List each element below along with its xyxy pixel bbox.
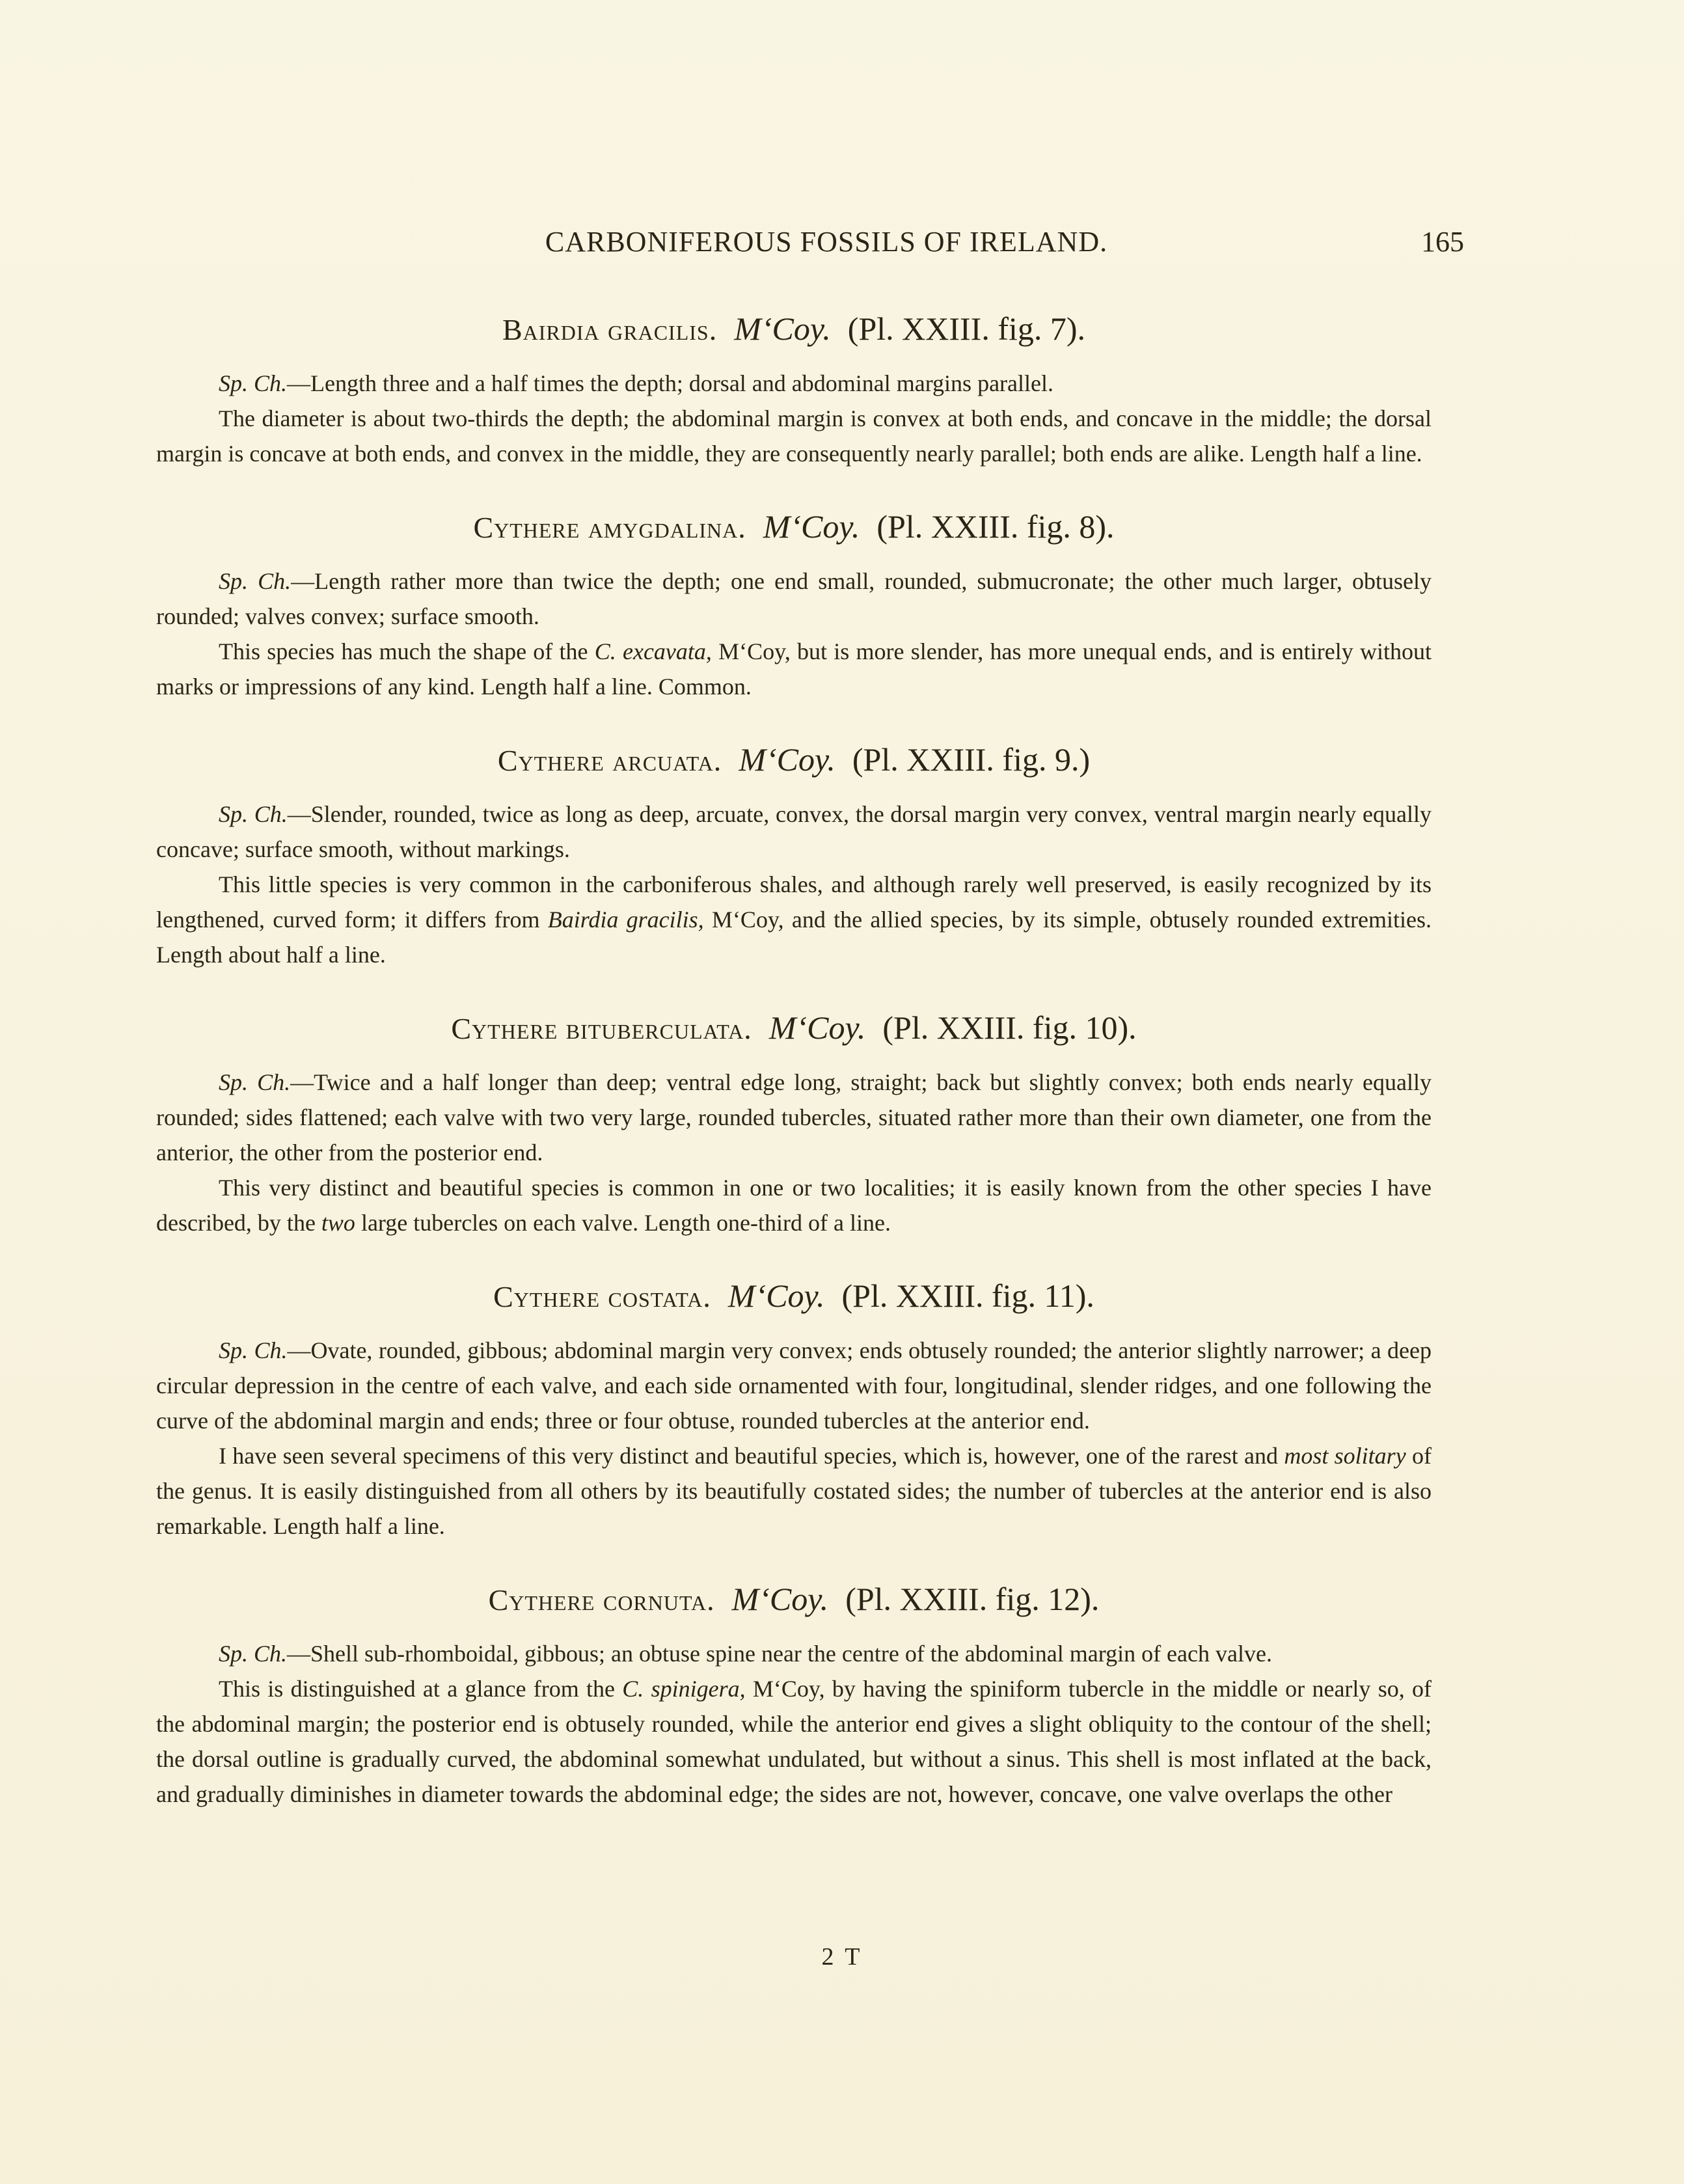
sp-ch-text: —Ovate, rounded, gibbous; abdominal margin very convex; ends obtusely rounded; the anterior slightly narrower; a deep circular depression in the centre of each valve, and each side ornamented with four, longitudinal, slender ridges, and one following the curve of the abdominal margin and ends; three or four obtuse, rounded tubercles at the anterior end. (156, 1337, 1432, 1434)
italic-taxon: C. excavata, (594, 638, 712, 664)
species-name: Cythere arcuata. (497, 744, 722, 777)
sp-ch-text: —Twice and a half longer than deep; ventral edge long, straight; back but slightly convex; both ends nearly equally rounded; sides flattened; each valve with two very large, rounded tubercles, situated rather more than their own diameter, one from the anterior, the other from the posterior end. (156, 1069, 1432, 1166)
species-entry (156, 1005, 1432, 1240)
sp-ch-label: Sp. Ch. (219, 1069, 291, 1095)
specific-characters (156, 1333, 1432, 1438)
sp-ch-label: Sp. Ch. (219, 568, 292, 594)
description-paragraph (156, 1438, 1432, 1544)
sp-ch-text: —Length three and a half times the depth; dorsal and abdominal margins parallel. (287, 370, 1053, 396)
species-name: Bairdia gracilis. (502, 313, 718, 346)
description-text: M‘Coy, by having the spiniform tubercle in the middle or nearly so, of the abdominal margin; the posterior end is obtusely rounded, while the anterior end gives a slight obliquity to the contour of the shell; the dorsal outline is gradually curved, the abdominal somewhat undulated, but without a sinus. This shell is most inflated at the back, and gradually diminishes in diameter towards the abdominal edge; the sides are not, however, concave, one valve overlaps the other (156, 1676, 1432, 1807)
species-name: Cythere amygdalina. (473, 511, 746, 544)
species-name: Cythere costata. (493, 1280, 711, 1313)
plate-reference: (Pl. XXIII. fig. 10). (882, 1009, 1137, 1046)
italic-emphasis: most solitary (1284, 1443, 1406, 1469)
specific-characters (156, 797, 1432, 867)
species-heading (156, 1273, 1432, 1320)
plate-reference: (Pl. XXIII. fig. 8). (876, 508, 1115, 545)
species-heading (156, 1005, 1432, 1052)
description-paragraph: The diameter is about two-thirds the depth; the abdominal margin is convex at both ends, and concave in the middle; the dorsal margin is concave at both ends, and convex in the middle, they are consequently nearly parallel; both ends are alike. Length half a line. (156, 405, 1432, 467)
specific-characters (156, 1636, 1432, 1671)
species-author: M‘Coy. (739, 741, 835, 778)
description-paragraph (156, 1671, 1432, 1812)
running-head (156, 225, 1458, 258)
description-text: of the genus. It is easily distinguished from all others by its beautifully costated sides; the number of tubercles at the anterior end is also remarkable. Length half a line. (156, 1443, 1432, 1539)
description-text: This little species is very common in the carboniferous shales, and although rarely well preserved, is easily recognized by its lengthened, curved form; it differs from (156, 871, 1432, 933)
italic-taxon: C. spinigera, (622, 1676, 746, 1702)
species-name: Cythere bituberculata. (451, 1012, 752, 1045)
signature-mark: 2 T (821, 1943, 863, 1971)
description-paragraph (156, 634, 1432, 704)
species-author: M‘Coy. (768, 1009, 866, 1046)
species-author: M‘Coy. (727, 1277, 825, 1314)
species-heading (156, 1576, 1432, 1623)
species-entry (156, 504, 1432, 704)
main-text (156, 306, 1432, 1844)
species-name: Cythere cornuta. (488, 1583, 715, 1617)
italic-emphasis: two (321, 1210, 355, 1236)
description-text: M‘Coy, but is more slender, has more unequal ends, and is entirely without marks or impressions of any kind. Length half a line. Common. (156, 638, 1432, 700)
sp-ch-text: —Slender, rounded, twice as long as deep, arcuate, convex, the dorsal margin very convex, ventral margin nearly equally concave; surface smooth, without markings. (156, 801, 1432, 862)
description-text: M‘Coy, and the allied species, by its simple, obtusely rounded extremities. Length about half a line. (156, 907, 1432, 968)
species-entry (156, 306, 1432, 471)
species-heading (156, 306, 1432, 353)
species-entry (156, 737, 1432, 972)
description-paragraph (156, 1170, 1432, 1240)
species-author: M‘Coy. (731, 1581, 829, 1617)
description-text: This species has much the shape of the (219, 638, 595, 664)
running-head-title: CARBONIFEROUS FOSSILS OF IRELAND. (545, 226, 1108, 258)
species-heading (156, 504, 1432, 551)
specific-characters (156, 1065, 1432, 1170)
description-text: This is distinguished at a glance from the (219, 1676, 623, 1702)
sp-ch-label: Sp. Ch. (219, 370, 288, 396)
species-author: M‘Coy. (734, 310, 831, 347)
sp-ch-label: Sp. Ch. (219, 1337, 288, 1363)
specific-characters (156, 366, 1432, 401)
description-text: This very distinct and beautiful species is common in one or two localities; it is easily known from the other species I have described, by the (156, 1175, 1432, 1236)
specific-characters (156, 564, 1432, 634)
page-number: 165 (1421, 226, 1464, 258)
description-paragraph (156, 867, 1432, 972)
sp-ch-label: Sp. Ch. (219, 801, 288, 827)
sp-ch-text: —Shell sub-rhomboidal, gibbous; an obtuse spine near the centre of the abdominal margin of each valve. (287, 1641, 1272, 1667)
plate-reference: (Pl. XXIII. fig. 7). (847, 310, 1086, 347)
plate-reference: (Pl. XXIII. fig. 12). (845, 1581, 1100, 1617)
species-entry (156, 1273, 1432, 1544)
italic-taxon: Bairdia gracilis, (547, 907, 704, 933)
species-entry (156, 1576, 1432, 1812)
description-text: large tubercles on each valve. Length one-third of a line. (355, 1210, 891, 1236)
sp-ch-label: Sp. Ch. (219, 1641, 288, 1667)
plate-reference: (Pl. XXIII. fig. 11). (841, 1277, 1094, 1314)
plate-reference: (Pl. XXIII. fig. 9.) (852, 741, 1091, 778)
species-author: M‘Coy. (763, 508, 860, 545)
species-heading (156, 737, 1432, 784)
description-text: I have seen several specimens of this very distinct and beautiful species, which is, however, one of the rarest and (219, 1443, 1284, 1469)
sp-ch-text: —Length rather more than twice the depth; one end small, rounded, submucronate; the other much larger, obtusely rounded; valves convex; surface smooth. (156, 568, 1432, 629)
